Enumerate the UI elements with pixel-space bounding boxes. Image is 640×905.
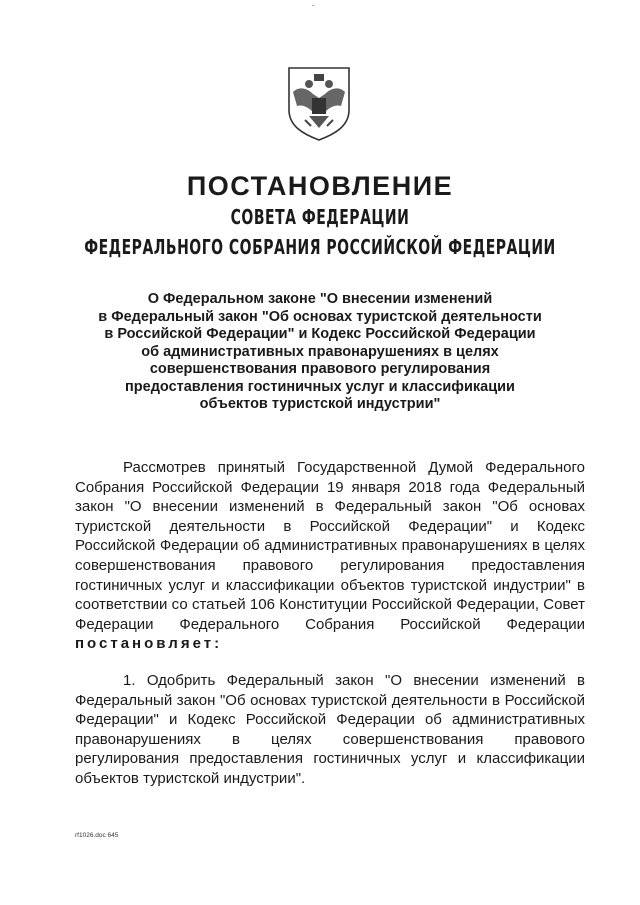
file-reference: rf1026.doc 645 <box>75 832 119 839</box>
preamble-text: Рассмотрев принятый Государственной Думой Федерального Собрания Российской Федерации 19 января 2018 года Федеральный закон "О внесении изменений в Федеральный закон "Об основах туристской деятельности в Российской Федерации" и Кодекс Российской Федерации об административных правонарушениях в целях совершенствования правового регулирования предоставления гостиничных услуг и классификации объектов туристской индустрии" в соответствии со статьей 106 Конституции Российской Федерации, Совет Федерации Федерального Собрания Российской Федерации <box>75 459 585 633</box>
resolves-keyword: постановляет: <box>75 635 223 653</box>
heading-line: О Федеральном законе "О внесении изменений <box>147 291 493 307</box>
resolution-item-1: 1. Одобрить Федеральный закон "О внесении изменений в Федеральный закон "Об основах туристской деятельности в Российской Федерации" и Кодекс Российской Федерации об административных правонарушениях в целях совершенствования правового регулирования предоставления гостиничных услуг и классификации объектов туристской индустрии". <box>75 671 585 787</box>
heading-line: объектов туристской индустрии" <box>199 396 441 412</box>
document-body <box>75 458 585 789</box>
preamble-paragraph <box>75 458 585 654</box>
document-title: ПОСТАНОВЛЕНИЕ <box>186 171 454 201</box>
heading-line: совершенствования правового регулирования <box>149 361 491 377</box>
heading-line: об административных правонарушениях в целях <box>141 343 499 360</box>
heading-line: в Федеральный закон "Об основах туристской деятельности <box>98 308 542 325</box>
issuer-line-2: ФЕДЕРАЛЬНОГО СОБРАНИЯ РОССИЙСКОЙ ФЕДЕРАЦИИ <box>84 236 556 260</box>
coat-of-arms-emblem <box>285 64 353 142</box>
heading-line: в Российской Федерации" и Кодекс Российской Федерации <box>104 326 536 342</box>
issuer-line-1: СОВЕТА ФЕДЕРАЦИИ <box>230 206 410 230</box>
heading-line: предоставления гостиничных услуг и классификации <box>125 378 515 395</box>
scan-mark: ˇ <box>312 4 315 13</box>
document-heading <box>60 291 580 414</box>
